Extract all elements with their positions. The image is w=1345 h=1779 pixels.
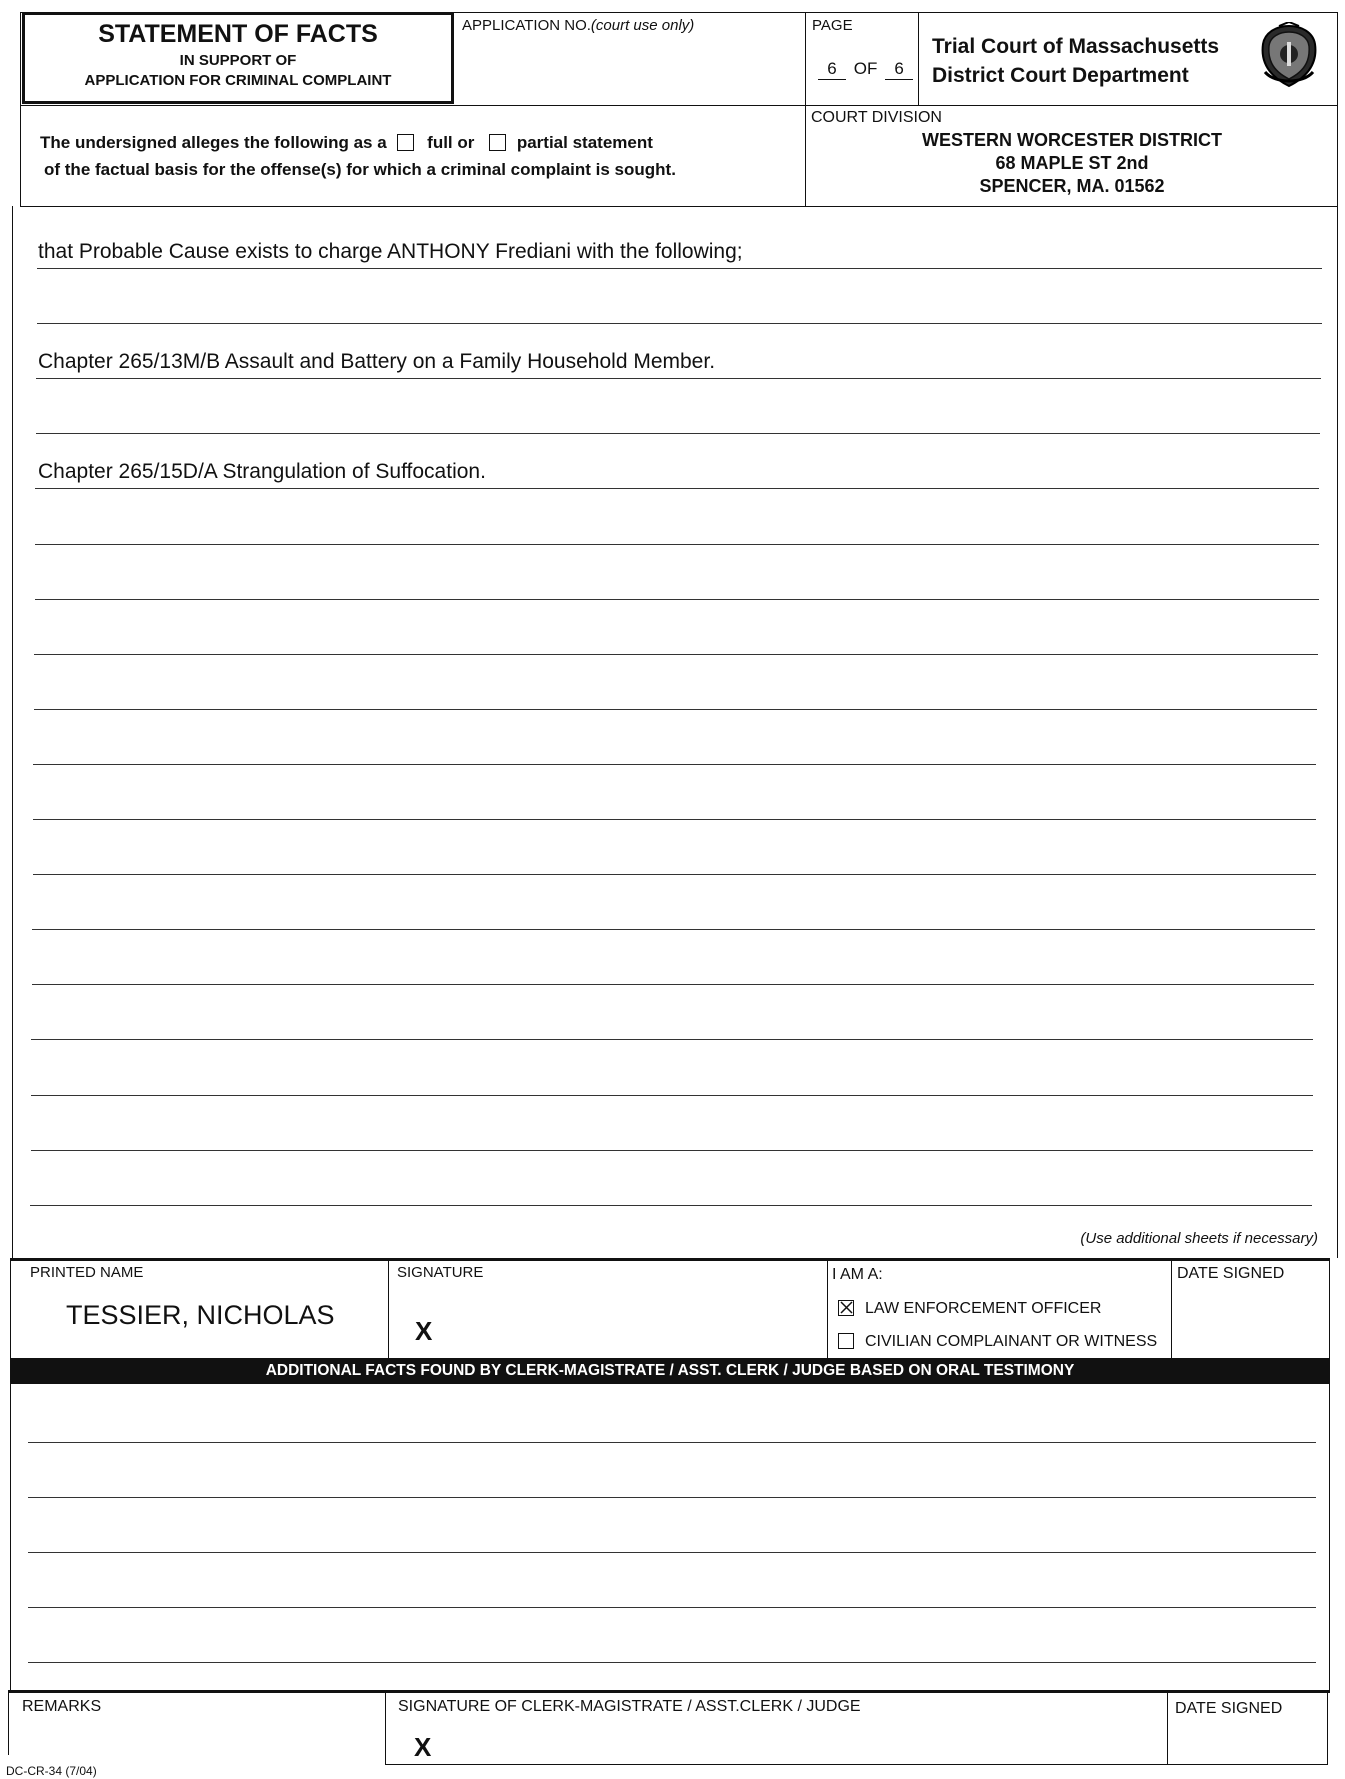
court-division-name: WESTERN WORCESTER DISTRICT — [922, 130, 1222, 150]
law-enforcement-checkbox[interactable] — [838, 1300, 854, 1316]
clerk-signature-mark[interactable]: X — [414, 1732, 432, 1762]
application-no-note: (court use only) — [590, 17, 695, 34]
signature-mark[interactable]: X — [415, 1316, 433, 1346]
check-x-icon — [840, 1301, 853, 1314]
fact-line-rule — [32, 984, 1314, 985]
additional-fact-line-rule[interactable] — [28, 1497, 1316, 1498]
fact-line-rule — [35, 488, 1319, 489]
fact-line-text[interactable]: Chapter 265/15D/A Strangulation of Suffocation. — [38, 460, 486, 483]
fact-line-rule — [36, 378, 1321, 379]
fact-line-rule — [33, 764, 1316, 765]
fact-line-rule — [31, 1039, 1313, 1040]
additional-facts-banner-text: ADDITIONAL FACTS FOUND BY CLERK-MAGISTRATE / ASST. CLERK / JUDGE BASED ON ORAL TESTIMONY — [265, 1362, 1075, 1379]
fact-line-rule — [31, 1095, 1313, 1096]
allegation-line-2: of the factual basis for the offense(s) for which a criminal complaint is sought. — [44, 160, 676, 179]
fact-line-rule — [36, 433, 1320, 434]
application-no-label: APPLICATION NO.(court use only) — [462, 17, 695, 34]
page-current: 6 — [818, 59, 846, 80]
additional-fact-line-rule[interactable] — [28, 1662, 1316, 1663]
date-signed-field[interactable] — [1175, 1290, 1325, 1350]
form-id: DC-CR-34 (7/04) — [6, 1764, 97, 1778]
additional-fact-line-rule[interactable] — [28, 1607, 1316, 1608]
printed-name-value[interactable]: TESSIER, NICHOLAS — [66, 1300, 335, 1330]
clerk-signature-label: SIGNATURE OF CLERK-MAGISTRATE / ASST.CLERK / JUDGE — [398, 1698, 861, 1715]
page-of: OF — [853, 59, 878, 78]
page-number — [818, 59, 913, 80]
page-label: PAGE — [812, 17, 853, 34]
fact-line-text[interactable]: that Probable Cause exists to charge ANTHONY Frediani with the following; — [38, 240, 743, 263]
court-name: Trial Court of Massachusetts — [932, 35, 1220, 58]
form-title: STATEMENT OF FACTS — [98, 20, 378, 48]
court-division-label: COURT DIVISION — [811, 109, 942, 126]
civilian-checkbox[interactable] — [838, 1333, 854, 1349]
clerk-date-signed-label: DATE SIGNED — [1175, 1700, 1283, 1717]
full-statement-checkbox[interactable] — [397, 134, 414, 151]
allegation-line-1: The undersigned alleges the following as a full or partial statement — [40, 133, 653, 152]
i-am-a-label: I AM A: — [832, 1266, 883, 1283]
fact-line-rule — [34, 709, 1317, 710]
fact-line-rule — [33, 874, 1316, 875]
remarks-field[interactable] — [14, 1718, 379, 1754]
form-subtitle-2: APPLICATION FOR CRIMINAL COMPLAINT — [84, 72, 392, 89]
additional-fact-line-rule[interactable] — [28, 1442, 1316, 1443]
signature-label: SIGNATURE — [397, 1264, 484, 1281]
fact-line-rule — [32, 929, 1315, 930]
page-total: 6 — [885, 59, 913, 80]
fact-line-rule — [30, 1205, 1312, 1206]
fact-line-rule — [37, 268, 1322, 269]
court-division-city: SPENCER, MA. 01562 — [979, 176, 1165, 196]
printed-name-label: PRINTED NAME — [30, 1264, 144, 1281]
court-division-address: 68 MAPLE ST 2nd — [995, 153, 1149, 173]
additional-sheets-note: (Use additional sheets if necessary) — [1080, 1230, 1318, 1247]
clerk-date-signed-field[interactable] — [1171, 1722, 1321, 1760]
civilian-label: CIVILIAN COMPLAINANT OR WITNESS — [865, 1333, 1158, 1350]
law-enforcement-label: LAW ENFORCEMENT OFFICER — [865, 1300, 1102, 1317]
fact-line-rule — [34, 654, 1318, 655]
remarks-label: REMARKS — [22, 1698, 102, 1715]
application-no-field[interactable] — [462, 40, 802, 100]
partial-statement-checkbox[interactable] — [489, 134, 506, 151]
fact-line-rule — [37, 323, 1322, 324]
date-signed-label: DATE SIGNED — [1177, 1265, 1285, 1282]
fact-line-rule — [33, 819, 1316, 820]
additional-fact-line-rule[interactable] — [28, 1552, 1316, 1553]
court-department: District Court Department — [932, 64, 1189, 87]
fact-line-rule — [31, 1150, 1313, 1151]
massachusetts-seal-icon — [1257, 22, 1321, 90]
fact-line-text[interactable]: Chapter 265/13M/B Assault and Battery on a Family Household Member. — [38, 350, 716, 373]
fact-line-rule — [35, 544, 1319, 545]
form-subtitle-1: IN SUPPORT OF — [179, 52, 297, 69]
fact-line-rule — [35, 599, 1319, 600]
